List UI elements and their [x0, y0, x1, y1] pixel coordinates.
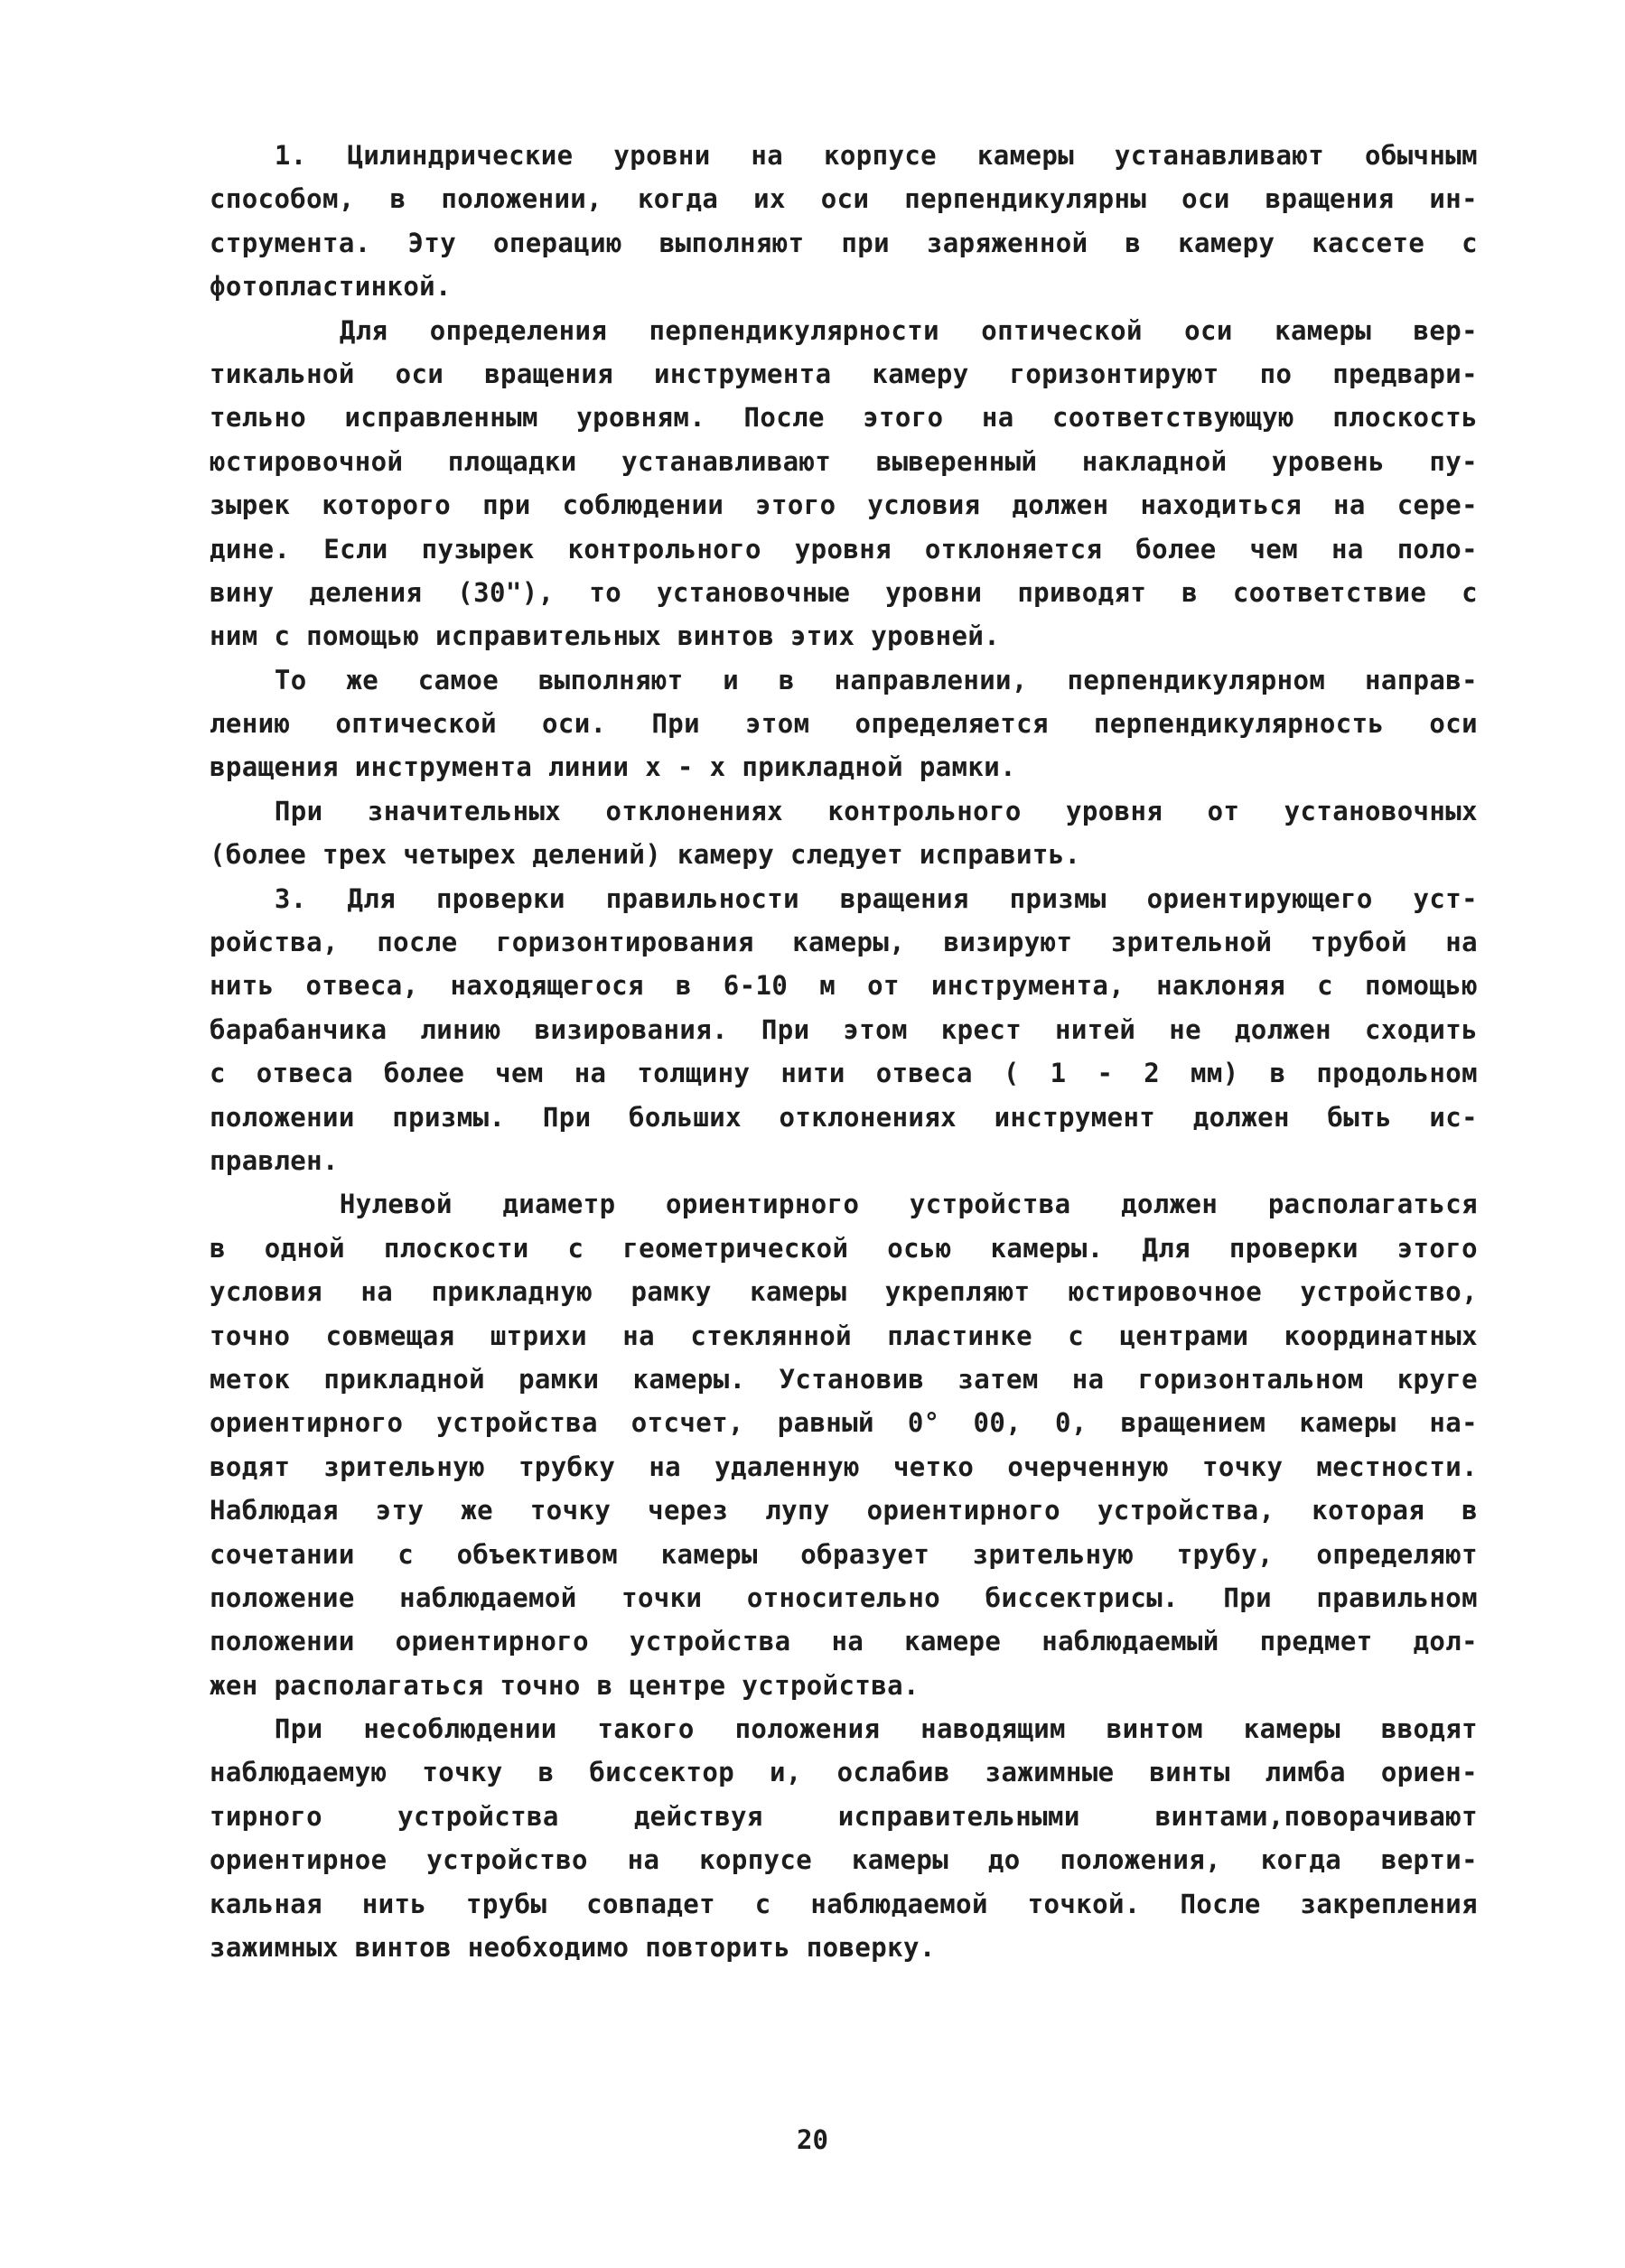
text-line: точно совмещая штрихи на стеклянной пластинке с центрами координатных — [210, 1320, 1478, 1351]
text-line: струмента. Эту операцию выполняют при заряженной в камеру кассете с — [210, 227, 1478, 258]
text-line: водят зрительную трубку на удаленную четко очерченную точку местности. — [210, 1451, 1478, 1482]
body-text — [210, 134, 1478, 1969]
text-line: 1. Цилиндрические уровни на корпусе камеры устанавливают обычным — [274, 140, 1478, 171]
text-line: зырек которого при соблюдении этого условия должен находиться на сере- — [210, 490, 1478, 521]
text-line: Нулевой диаметр ориентирного устройства должен располагаться — [339, 1189, 1478, 1220]
text-line: меток прикладной рамки камеры. Установив затем на горизонтальном круге — [210, 1363, 1478, 1395]
text-line: Наблюдая эту же точку через лупу ориентирного устройства, которая в — [210, 1495, 1478, 1526]
text-line: ориентирное устройство на корпусе камеры до положения, когда верти- — [210, 1844, 1478, 1876]
text-line: положении ориентирного устройства на камере наблюдаемый предмет дол- — [210, 1626, 1478, 1657]
text-line: вину деления (30"), то установочные уровни приводят в соответствие с — [210, 576, 1478, 608]
text-line: тикальной оси вращения инструмента камеру горизонтируют по предвари- — [210, 358, 1478, 389]
text-line: положение наблюдаемой точки относительно биссектрисы. При правильном — [210, 1582, 1478, 1613]
text-line: тельно исправленным уровням. После этого на соответствующую плоскость — [210, 402, 1478, 434]
text-line: наблюдаемую точку в биссектор и, ослабив зажимные винты лимба ориен- — [210, 1757, 1478, 1788]
text-line: в одной плоскости с геометрической осью камеры. Для проверки этого — [210, 1232, 1478, 1264]
text-line: вращения инструмента линии x - x прикладной рамки. — [210, 751, 1016, 783]
text-line: условия на прикладную рамку камеры укрепляют юстировочное устройство, — [210, 1276, 1478, 1308]
text-line: барабанчика линию визирования. При этом крест нитей не должен сходить — [210, 1013, 1478, 1045]
text-line: с отвеса более чем на толщину нити отвеса ( 1 - 2 мм) в продольном — [210, 1058, 1478, 1089]
text-line: зажимных винтов необходимо повторить поверку. — [210, 1932, 936, 1964]
text-line: ним с помощью исправительных винтов этих уровней. — [210, 621, 1001, 652]
text-line: дине. Если пузырек контрольного уровня отклоняется более чем на поло- — [210, 533, 1478, 565]
text-line: ориентирного устройства отсчет, равный 0° 00, 0, вращением камеры на- — [210, 1407, 1478, 1439]
text-line: При значительных отклонениях контрольного уровня от установочных — [274, 795, 1478, 826]
text-line: способом, в положении, когда их оси перпендикулярны оси вращения ин- — [210, 183, 1478, 215]
text-line: (более трех четырех делений) камеру следует исправить. — [210, 839, 1081, 871]
page-number: 20 — [797, 2124, 828, 2155]
text-line: При несоблюдении такого положения наводящим винтом камеры вводят — [274, 1713, 1478, 1745]
text-line: тирного устройства действуя исправительными винтами,поворачивают — [210, 1800, 1478, 1832]
text-line: правлен. — [210, 1144, 339, 1176]
text-line: юстировочной площадки устанавливают выверенный накладной уровень пу- — [210, 445, 1478, 477]
text-line: лению оптической оси. При этом определяется перпендикулярность оси — [210, 708, 1478, 740]
text-line: положении призмы. При больших отклонениях инструмент должен быть ис- — [210, 1101, 1478, 1133]
text-line: 3. Для проверки правильности вращения призмы ориентирующего уст- — [274, 882, 1478, 914]
text-line: Для определения перпендикулярности оптической оси камеры вер- — [339, 314, 1478, 346]
text-line: жен располагаться точно в центре устройства. — [210, 1669, 920, 1701]
text-line: кальная нить трубы совпадет с наблюдаемой точкой. После закрепления — [210, 1888, 1478, 1919]
text-line: сочетании с объективом камеры образует зрительную трубу, определяют — [210, 1538, 1478, 1570]
text-line: нить отвеса, находящегося в 6-10 м от инструмента, наклоняя с помощью — [210, 970, 1478, 1002]
text-line: ройства, после горизонтирования камеры, визируют зрительной трубой на — [210, 927, 1478, 958]
text-line: фотопластинкой. — [210, 271, 452, 303]
text-line: То же самое выполняют и в направлении, перпендикулярном направ- — [274, 664, 1478, 695]
